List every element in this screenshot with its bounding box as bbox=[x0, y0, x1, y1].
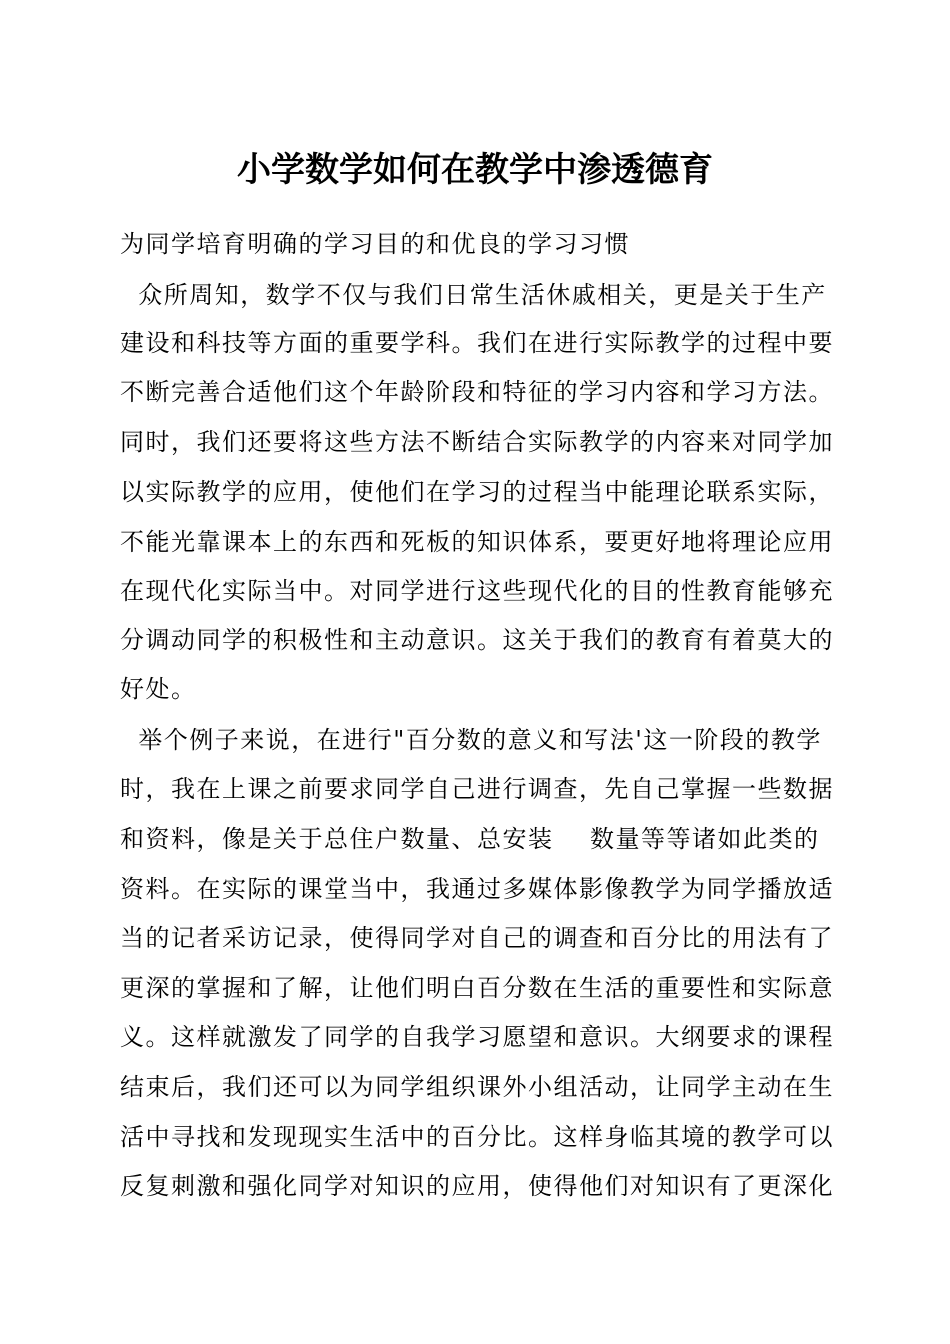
paragraph-line: 好处。 bbox=[120, 675, 197, 703]
paragraph-line: 资料。在实际的课堂当中，我通过多媒体影像教学为同学播放适 bbox=[120, 875, 834, 903]
paragraph-line: 以实际教学的应用，使他们在学习的过程当中能理论联系实际， bbox=[120, 478, 834, 506]
paragraph-line: 时，我在上课之前要求同学自己进行调查，先自己掌握一些数据 bbox=[120, 775, 834, 803]
paragraph-line: 结束后，我们还可以为同学组织课外小组活动，让同学主动在生 bbox=[120, 1073, 834, 1101]
paragraph-line: 当的记者采访记录，使得同学对自己的调查和百分比的用法有了 bbox=[120, 924, 834, 952]
paragraph-line: 同时，我们还要将这些方法不断结合实际教学的内容来对同学加 bbox=[120, 428, 834, 456]
paragraph-line: 活中寻找和发现现实生活中的百分比。这样身临其境的教学可以 bbox=[120, 1123, 834, 1151]
paragraph-line: 不断完善合适他们这个年龄阶段和特征的学习内容和学习方法。 bbox=[120, 378, 834, 406]
paragraph-line: 不能光靠课本上的东西和死板的知识体系，要更好地将理论应用 bbox=[120, 528, 834, 556]
paragraph-line: 更深的掌握和了解，让他们明白百分数在生活的重要性和实际意 bbox=[120, 974, 834, 1002]
paragraph-line: 反复刺激和强化同学对知识的应用，使得他们对知识有了更深化 bbox=[120, 1172, 834, 1200]
paragraph-line: 在现代化实际当中。对同学进行这些现代化的目的性教育能够充 bbox=[120, 577, 834, 605]
paragraph-line: 义。这样就激发了同学的自我学习愿望和意识。大纲要求的课程 bbox=[120, 1023, 834, 1051]
paragraph-line: 众所周知，数学不仅与我们日常生活休戚相关，更是关于生产 bbox=[120, 281, 827, 309]
paragraph-line: 分调动同学的积极性和主动意识。这关于我们的教育有着莫大的 bbox=[120, 626, 834, 654]
paragraph-line: 举个例子来说，在进行"百分数的意义和写法'这一阶段的教学 bbox=[120, 726, 822, 754]
subheading-line: 为同学培育明确的学习目的和优良的学习习惯 bbox=[120, 230, 630, 258]
document-title: 小学数学如何在教学中渗透德育 bbox=[237, 150, 713, 190]
paragraph-line: 建设和科技等方面的重要学科。我们在进行实际教学的过程中要 bbox=[120, 329, 834, 357]
paragraph-line: 和资料，像是关于总住户数量、总安装 数量等等诸如此类的 bbox=[120, 825, 820, 853]
